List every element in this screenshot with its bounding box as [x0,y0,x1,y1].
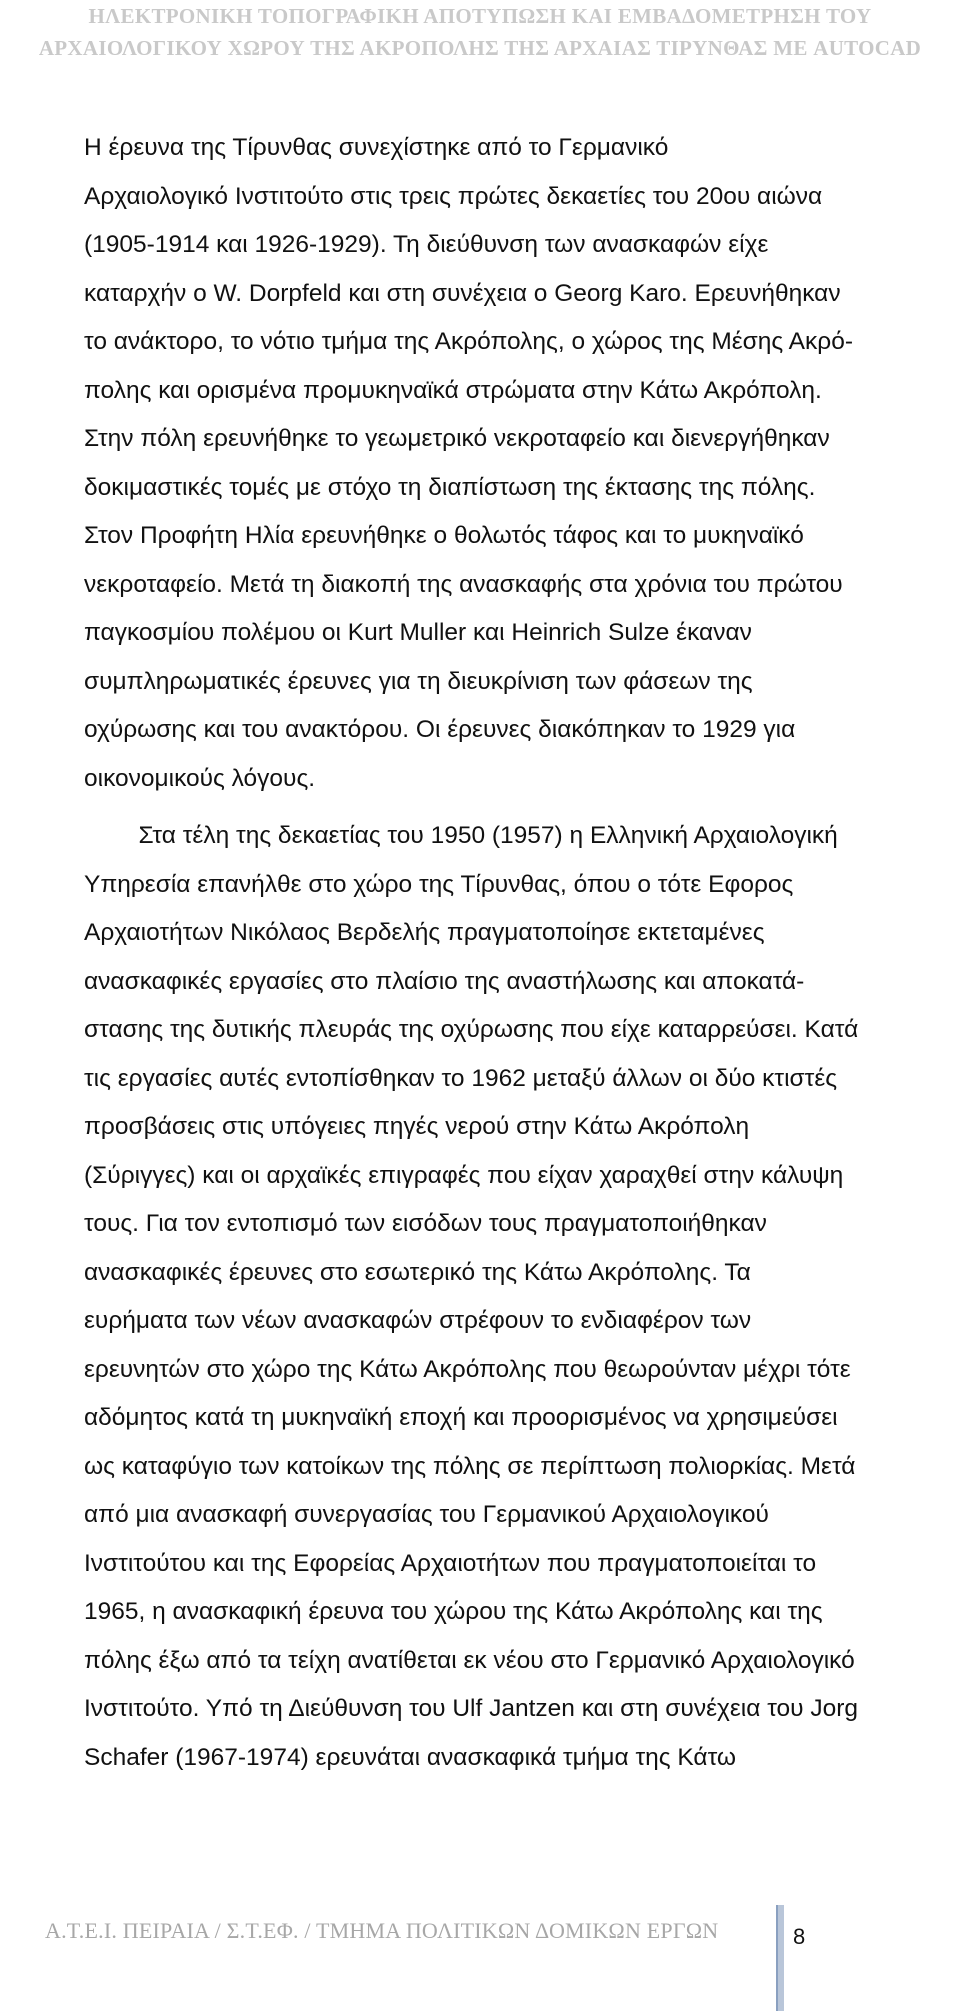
body-text [84,124,960,1782]
text-line: οχύρωσης και του ανακτόρου. Οι έρευνες διακόπηκαν το 1929 για [84,716,796,743]
text-line: ανασκαφικές έρευνες στο εσωτερικό της Κάτω Ακρόπολης. Τα [84,1258,751,1286]
text-line: Αρχαιολογικό Ινστιτούτο στις τρεις πρώτες δεκαετίες του 20ου αιώνα [84,182,823,210]
paragraph-2 [84,812,960,1782]
text-line: παγκοσμίου πολέμου οι Kurt Muller και Heinrich Sulze έκαναν [84,619,752,646]
text-line: Στην πόλη ερευνήθηκε το γεωμετρικό νεκροταφείο και διενεργήθηκαν [84,425,830,452]
text-line: πόλης έξω από τα τείχη ανατίθεται εκ νέου στο Γερμανικό Αρχαιολογικό [84,1646,855,1674]
text-line: προσβάσεις στις υπόγειες πηγές νερού στην Κάτω Ακρόπολη [84,1113,750,1140]
text-line: 1965, η ανασκαφική έρευνα του χώρου της Κάτω Ακρόπολης και της [84,1598,823,1625]
text-line: Στον Προφήτη Ηλία ερευνήθηκε ο θολωτός τάφος και το μυκηναϊκό [84,522,804,549]
text-line: ευρήματα των νέων ανασκαφών στρέφουν το ενδιαφέρον των [84,1307,752,1334]
text-line: Στα τέλη της δεκαετίας του 1950 (1957) η Ελληνική Αρχαιολογική [84,822,838,849]
header-line-1: ΗΛΕΚΤΡΟΝΙΚΗ ΤΟΠΟΓΡΑΦΙΚΗ ΑΠΟΤΥΠΩΣΗ ΚΑΙ ΕΜΒΑΔΟΜΕΤΡΗΣΗ ΤΟΥ [88,4,872,28]
text-line: Αρχαιοτήτων Νικόλαος Βερδελής πραγματοποίησε εκτεταμένες [84,919,765,946]
footer-divider [776,1905,784,2011]
text-line: Ινστιτούτο. Υπό τη Διεύθυνση του Ulf Jantzen και στη συνέχεια του Jorg [84,1695,859,1722]
text-line: (Σύριγγες) και οι αρχαϊκές επιγραφές που είχαν χαραχθεί στην κάλυψη [84,1161,844,1189]
text-line: συμπληρωματικές έρευνες για τη διευκρίνιση των φάσεων της [84,667,753,695]
text-line: αδόμητος κατά τη μυκηναϊκή εποχή και προορισμένος να χρησιμεύσει [84,1404,838,1431]
text-line: νεκροταφείο. Μετά τη διακοπή της ανασκαφής στα χρόνια του πρώτου [84,570,843,598]
page-number: 8 [793,1924,806,1949]
running-header [0,0,960,64]
text-line: Η έρευνα της Τίρυνθας συνεχίστηκε από το Γερμανικό [84,134,669,161]
text-line: ανασκαφικές εργασίες στο πλαίσιο της αναστήλωσης και αποκατά- [84,967,805,995]
paragraph-1 [84,124,960,803]
text-line: (1905-1914 και 1926-1929). Τη διεύθυνση των ανασκαφών είχε [84,231,769,258]
text-line: Υπηρεσία επανήλθε στο χώρο της Τίρυνθας, όπου ο τότε Εφορος [84,870,794,898]
paragraph-gap [84,803,960,812]
text-line: Schafer (1967-1974) ερευνάται ανασκαφικά τμήμα της Κάτω [84,1743,737,1771]
text-line: τις εργασίες αυτές εντοπίσθηκαν το 1962 μεταξύ άλλων οι δύο κτιστές [84,1064,838,1092]
text-line: πολης και ορισμένα προμυκηναϊκά στρώματα στην Κάτω Ακρόπολη. [84,376,822,404]
footer-institution: Α.Τ.Ε.Ι. ΠΕΙΡΑΙΑ / Σ.Τ.ΕΦ. / ΤΜΗΜΑ ΠΟΛΙΤΙΚΩΝ ΔΟΜΙΚΩΝ ΕΡΓΩΝ [45,1918,719,1943]
text-line: ως καταφύγιο των κατοίκων της πόλης σε περίπτωση πολιορκίας. Μετά [84,1452,856,1480]
text-line: δοκιμαστικές τομές με στόχο τη διαπίστωση της έκτασης της πόλης. [84,473,816,501]
text-line: καταρχήν ο W. Dorpfeld και στη συνέχεια ο Georg Karo. Ερευνήθηκαν [84,279,841,307]
text-line: οικονομικούς λόγους. [84,764,316,792]
text-line: ερευνητών στο χώρο της Κάτω Ακρόπολης που θεωρούνταν μέχρι τότε [84,1355,851,1383]
header-line-2: ΑΡΧΑΙΟΛΟΓΙΚΟΥ ΧΩΡΟΥ ΤΗΣ ΑΚΡΟΠΟΛΗΣ ΤΗΣ ΑΡΧΑΙΑΣ ΤΙΡΥΝΘΑΣ ΜΕ AUTOCAD [38,36,922,60]
text-line: στασης της δυτικής πλευράς της οχύρωσης που είχε καταρρεύσει. Κατά [84,1016,859,1043]
text-line: τους. Για τον εντοπισμό των εισόδων τους πραγματοποιήθηκαν [84,1210,767,1237]
text-line: το ανάκτορο, το νότιο τμήμα της Ακρόπολης, ο χώρος της Μέσης Ακρό- [84,328,853,355]
text-line: Ινστιτούτου και της Εφορείας Αρχαιοτήτων που πραγματοποιείται το [84,1549,817,1577]
text-line: από μια ανασκαφή συνεργασίας του Γερμανικού Αρχαιολογικού [84,1501,769,1528]
